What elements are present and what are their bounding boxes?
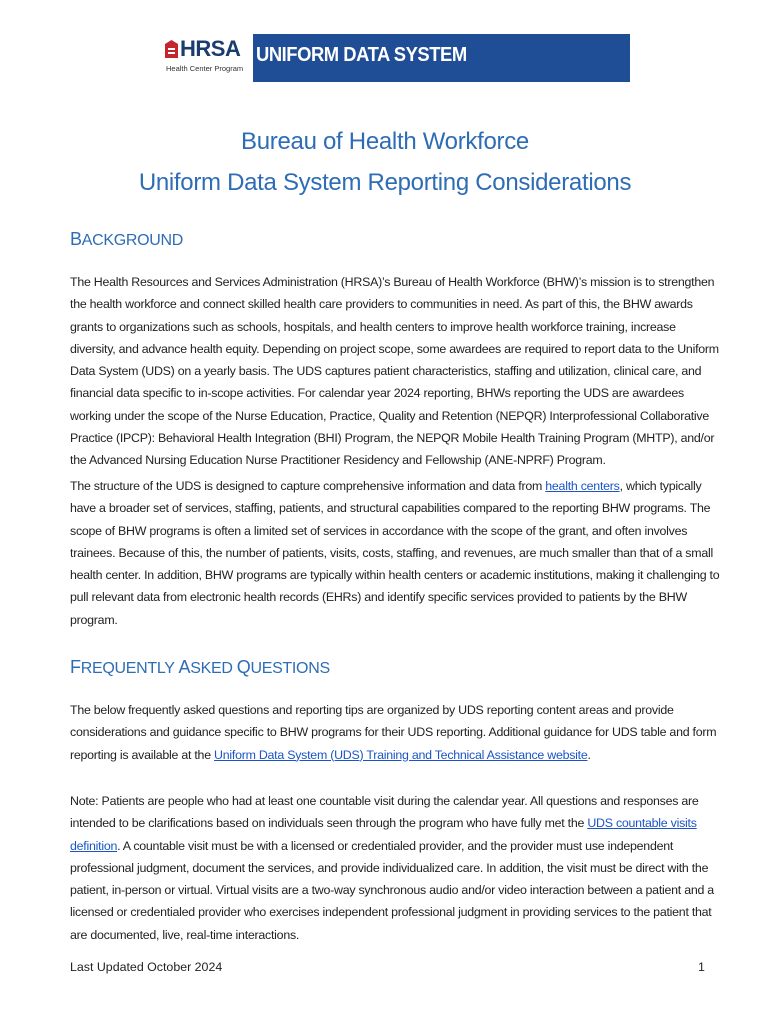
text: , which typically have a broader set of services, staffing, patients, and structural capabilities compared to the reporting BHW programs. The scope of BHW programs is often a limited set of services in accordance with the scope of the grant, and often involves trainees. Because of this, the number of patients, visits, costs, staffing, and revenues, are much smaller than that of a small health center. In addition, BHW programs are typically within health centers or academic institutions, making it challenging to pull relevant data from electronic health records (EHRs) and identify specific services provided to patients by the BHW program. xyxy=(70,479,720,627)
heading-initial: A xyxy=(178,657,191,677)
faq-heading xyxy=(70,657,330,678)
logo-subtext: Health Center Program xyxy=(166,64,244,73)
logo-text: HRSA xyxy=(180,36,241,61)
hhs-eagle-icon xyxy=(165,40,179,60)
faq-paragraph-1 xyxy=(70,699,720,766)
page-number: 1 xyxy=(698,960,705,974)
heading-initial: B xyxy=(70,229,82,249)
heading-initial: Q xyxy=(236,657,251,677)
heading-initial: F xyxy=(70,657,81,677)
heading-rest: UESTIONS xyxy=(250,660,330,677)
health-centers-link[interactable]: health centers xyxy=(545,479,620,493)
page-title-line1: Bureau of Health Workforce xyxy=(241,128,529,155)
background-paragraph-1: The Health Resources and Services Administration (HRSA)’s Bureau of Health Workforce (BHW)’s mission is to strengthen the health workforce and connect skilled health care providers to communities in need. As part of this, the BHW awards grants to organizations such as schools, hospitals, and health centers to improve health workforce training, increase diversity, and advance health equity. Depending on project scope, some awardees are required to report data to the Uniform Data System (UDS) on a yearly basis. The UDS captures patient characteristics, staffing and utilization, clinical care, and financial data specific to in-scope activities. For calendar year 2024 reporting, BHWs reporting the UDS are awardees working under the scope of the Nurse Education, Practice, Quality and Retention (NEPQR) Interprofessional Collaborative Practice (IPCP): Behavioral Health Integration (BHI) Program, the NEPQR Mobile Health Training Program (MHTP), and/or the Advanced Nursing Education Nurse Practitioner Residency and Fellowship (ANE-NPRF) Program. xyxy=(70,275,719,468)
text: Note: Patients are people who had at least one countable visit during the calendar year. All questions and responses are intended to be clarifications based on individuals seen through the program who have fully met the xyxy=(70,794,699,831)
text: . xyxy=(587,747,591,762)
background-heading xyxy=(70,229,183,250)
heading-rest: SKED xyxy=(190,660,237,677)
uds-countable-visits-link[interactable]: UDS countable visits definition xyxy=(70,816,697,853)
heading-rest: ACKGROUND xyxy=(81,232,184,249)
heading-rest: REQUENTLY xyxy=(80,660,179,677)
faq-paragraph-2 xyxy=(70,790,720,946)
banner-title: UNIFORM DATA SYSTEM xyxy=(256,44,467,66)
header-banner xyxy=(160,34,630,82)
uds-training-website-link[interactable]: Uniform Data System (UDS) Training and Technical Assistance website xyxy=(214,747,588,762)
text: The structure of the UDS is designed to capture comprehensive information and data from xyxy=(70,479,546,493)
page-title-line2: Uniform Data System Reporting Considerations xyxy=(138,169,632,196)
background-paragraph-2 xyxy=(70,475,720,631)
text: . A countable visit must be with a licensed or credentialed provider, and the provider must use independent professional judgment, document the services, and provide individualized care. In addition, the visit must be direct with the patient, in-person or virtual. Virtual visits are a two-way synchronous audio and/or video interaction between a patient and a licensed or credentialed provider who exercises independent professional judgment in providing services to the patient that are documented, live, real-time interactions. xyxy=(70,838,714,942)
text: The below frequently asked questions and reporting tips are organized by UDS reporting content areas and provide considerations and guidance specific to BHW programs for their UDS reporting. Additional guidance for UDS table and form reporting is available at the xyxy=(70,703,717,762)
hrsa-logo xyxy=(160,34,252,82)
last-updated: Last Updated October 2024 xyxy=(70,960,223,974)
